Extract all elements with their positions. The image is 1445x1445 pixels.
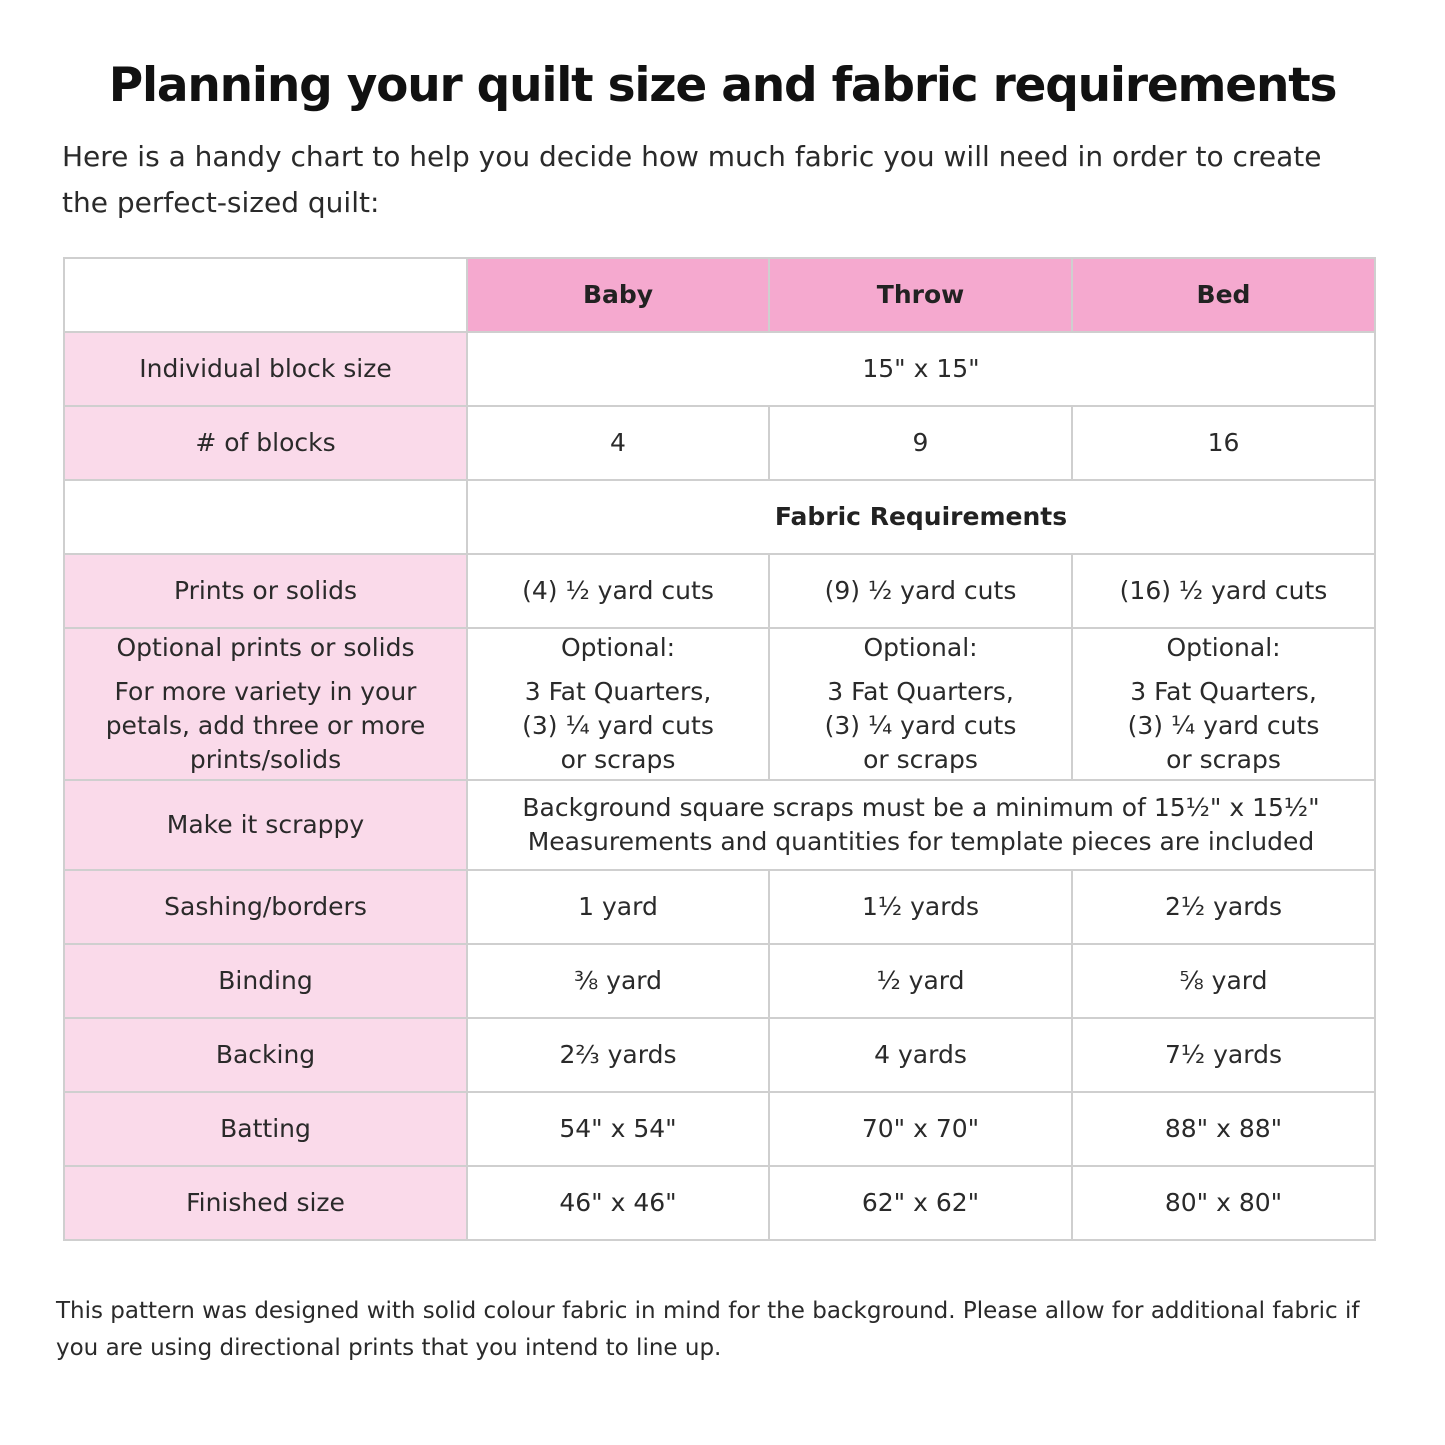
optional-body: 3 Fat Quarters, (3) ¼ yard cuts or scraps xyxy=(824,677,1017,774)
optional-head: Optional: xyxy=(1166,633,1281,662)
table-row xyxy=(64,944,1375,1018)
table-row xyxy=(64,406,1375,480)
scrappy-note xyxy=(467,780,1375,870)
backing-throw: 4 yards xyxy=(769,1018,1072,1092)
optional-head: Optional: xyxy=(863,633,978,662)
optional-throw xyxy=(769,628,1072,780)
optional-baby xyxy=(467,628,769,780)
blocks-bed: 16 xyxy=(1072,406,1375,480)
header-empty-cell xyxy=(64,258,467,332)
binding-baby: ⅜ yard xyxy=(467,944,769,1018)
finished-bed: 80" x 80" xyxy=(1072,1166,1375,1240)
optional-label-description: For more variety in your petals, add three or more prints/solids xyxy=(105,677,426,774)
row-label-scrappy: Make it scrappy xyxy=(64,780,467,870)
backing-baby: 2⅔ yards xyxy=(467,1018,769,1092)
sashing-bed: 2½ yards xyxy=(1072,870,1375,944)
batting-throw: 70" x 70" xyxy=(769,1092,1072,1166)
page-title: Planning your quilt size and fabric requirements xyxy=(108,58,1337,113)
table-row xyxy=(64,628,1375,780)
row-label-binding: Binding xyxy=(64,944,467,1018)
row-label-prints: Prints or solids xyxy=(64,554,467,628)
optional-head: Optional: xyxy=(560,633,676,662)
row-label-block-size: Individual block size xyxy=(64,332,467,406)
blocks-throw: 9 xyxy=(769,406,1072,480)
finished-baby: 46" x 46" xyxy=(467,1166,769,1240)
sashing-throw: 1½ yards xyxy=(769,870,1072,944)
table-row xyxy=(64,1166,1375,1240)
row-label-batting: Batting xyxy=(64,1092,467,1166)
section-header-row xyxy=(64,480,1375,554)
optional-bed xyxy=(1072,628,1375,780)
table-row xyxy=(64,870,1375,944)
column-header-bed: Bed xyxy=(1072,258,1375,332)
intro-text: Here is a handy chart to help you decide how much fabric you will need in order to create the perfect-sized quilt: xyxy=(62,140,1322,219)
row-label-blocks: # of blocks xyxy=(64,406,467,480)
scrappy-line-2: Measurements and quantities for template pieces are included xyxy=(527,827,1315,856)
table-row xyxy=(64,780,1375,870)
optional-body: 3 Fat Quarters, (3) ¼ yard cuts or scraps xyxy=(1127,677,1320,774)
backing-bed: 7½ yards xyxy=(1072,1018,1375,1092)
prints-bed: (16) ½ yard cuts xyxy=(1072,554,1375,628)
table-row xyxy=(64,1018,1375,1092)
table-row xyxy=(64,332,1375,406)
block-size-value: 15" x 15" xyxy=(467,332,1375,406)
blocks-baby: 4 xyxy=(467,406,769,480)
optional-body: 3 Fat Quarters, (3) ¼ yard cuts or scraps xyxy=(522,677,714,774)
binding-throw: ½ yard xyxy=(769,944,1072,1018)
row-label-sashing: Sashing/borders xyxy=(64,870,467,944)
finished-throw: 62" x 62" xyxy=(769,1166,1072,1240)
section-empty-cell xyxy=(64,480,467,554)
sashing-baby: 1 yard xyxy=(467,870,769,944)
prints-baby: (4) ½ yard cuts xyxy=(467,554,769,628)
fabric-requirements-heading: Fabric Requirements xyxy=(467,480,1375,554)
row-label-finished-size: Finished size xyxy=(64,1166,467,1240)
scrappy-line-1: Background square scraps must be a minimum of 15½" x 15½" xyxy=(522,793,1320,822)
row-label-optional xyxy=(64,628,467,780)
fabric-requirements-table xyxy=(63,257,1376,1241)
batting-bed: 88" x 88" xyxy=(1072,1092,1375,1166)
optional-label-title: Optional prints or solids xyxy=(116,633,415,662)
table-row xyxy=(64,554,1375,628)
column-header-baby: Baby xyxy=(467,258,769,332)
row-label-backing: Backing xyxy=(64,1018,467,1092)
column-header-throw: Throw xyxy=(769,258,1072,332)
binding-bed: ⅝ yard xyxy=(1072,944,1375,1018)
prints-throw: (9) ½ yard cuts xyxy=(769,554,1072,628)
table-row xyxy=(64,1092,1375,1166)
footer-note: This pattern was designed with solid colour fabric in mind for the background. Please allow for additional fabric if you are using directional prints that you intend to line up. xyxy=(56,1298,1360,1361)
table-header-row xyxy=(64,258,1375,332)
batting-baby: 54" x 54" xyxy=(467,1092,769,1166)
